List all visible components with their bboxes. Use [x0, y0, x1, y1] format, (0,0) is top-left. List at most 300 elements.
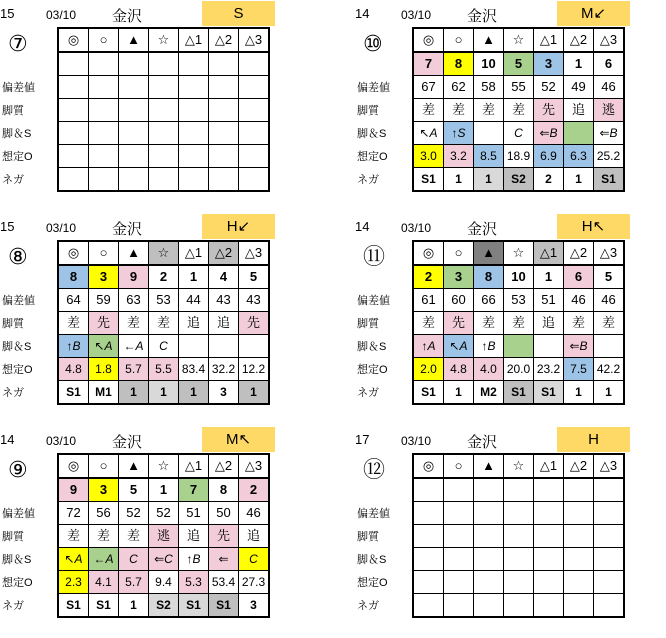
expected-odds-cell: 8.5	[474, 145, 504, 168]
running-style-cell	[179, 99, 209, 122]
deviation-cell: 50	[209, 502, 239, 525]
negative-cell: 1	[594, 381, 625, 405]
expected-odds-cell	[149, 145, 179, 168]
leg-speed-cell	[209, 122, 239, 145]
row-label: 想定O	[357, 151, 388, 163]
expected-odds-cell: 32.2	[209, 358, 239, 381]
expected-odds-cell	[179, 145, 209, 168]
row-label: 偏差値	[357, 82, 390, 94]
running-style-cell: 先	[239, 312, 270, 335]
horse-number-cell: 4	[209, 265, 239, 289]
grid-row-horses	[58, 478, 269, 502]
leg-speed-cell	[239, 122, 270, 145]
expected-odds-cell: 4.1	[89, 571, 119, 594]
running-style-cell: 追	[179, 525, 209, 548]
venue-name: 金沢	[112, 434, 143, 451]
expected-odds-cell	[58, 145, 89, 168]
horse-number-cell: 3	[444, 265, 474, 289]
negative-cell	[413, 594, 444, 618]
running-style-cell	[89, 99, 119, 122]
deviation-cell	[149, 76, 179, 99]
row-label: 偏差値	[357, 508, 390, 520]
deviation-cell	[209, 76, 239, 99]
expected-odds-cell: 6.9	[534, 145, 564, 168]
leg-speed-cell: ↑B	[179, 548, 209, 571]
row-label: 脚＆S	[2, 128, 32, 140]
prediction-grid	[57, 240, 270, 405]
running-style-cell: 差	[413, 99, 444, 122]
expected-odds-cell: 2.0	[413, 358, 444, 381]
horse-number-cell: 10	[474, 52, 504, 76]
row-label: ネガ	[357, 600, 379, 612]
race-number: ⑩	[363, 31, 383, 56]
running-style-cell: 差	[58, 525, 89, 548]
leg-speed-cell	[58, 122, 89, 145]
grid-row-dev	[413, 76, 624, 99]
deviation-cell	[179, 76, 209, 99]
mark-cell: △1	[534, 241, 564, 265]
expected-odds-cell: 4.8	[58, 358, 89, 381]
leg-speed-cell: ⇐B	[564, 335, 594, 358]
mark-cell: △3	[239, 454, 270, 478]
mark-cell: ○	[444, 454, 474, 478]
leg-speed-cell	[179, 335, 209, 358]
leg-speed-cell	[564, 548, 594, 571]
horse-number-cell	[594, 478, 625, 502]
negative-cell	[89, 168, 119, 192]
deviation-cell: 46	[564, 289, 594, 312]
race-date: 03/10	[401, 8, 432, 22]
leg-speed-cell: C	[119, 548, 149, 571]
grid-row-odds	[413, 358, 624, 381]
expected-odds-cell	[239, 145, 270, 168]
deviation-cell	[534, 502, 564, 525]
horse-number-cell: 8	[209, 478, 239, 502]
negative-cell	[594, 594, 625, 618]
negative-cell: 2	[534, 168, 564, 192]
grid-row-odds	[58, 145, 269, 168]
running-style-cell	[119, 99, 149, 122]
expected-odds-cell	[594, 571, 625, 594]
horse-number-cell: 5	[504, 52, 534, 76]
row-label: 脚質	[357, 531, 379, 543]
grid-row-neg	[413, 381, 624, 405]
leg-speed-cell: ←A	[89, 548, 119, 571]
running-style-cell	[474, 525, 504, 548]
grid-row-style	[58, 312, 269, 335]
expected-odds-cell	[474, 571, 504, 594]
horse-number-cell: 9	[119, 265, 149, 289]
mark-cell: △3	[594, 241, 625, 265]
negative-cell: 1	[474, 168, 504, 192]
deviation-cell: 46	[594, 289, 625, 312]
mark-cell: △1	[179, 28, 209, 52]
negative-cell: 1	[564, 381, 594, 405]
deviation-cell: 49	[564, 76, 594, 99]
mark-cell: ▲	[474, 454, 504, 478]
deviation-cell: 44	[179, 289, 209, 312]
horse-number-cell	[504, 478, 534, 502]
row-label: 想定O	[2, 151, 33, 163]
mark-cell: △2	[564, 28, 594, 52]
deviation-cell	[444, 502, 474, 525]
grid-row-odds	[413, 571, 624, 594]
grid-row-leg	[58, 122, 269, 145]
leg-speed-cell: ⇐B	[534, 122, 564, 145]
negative-cell: S1	[594, 168, 625, 192]
expected-odds-cell: 3.2	[444, 145, 474, 168]
venue-name: 金沢	[467, 434, 498, 451]
mark-cell: ☆	[504, 241, 534, 265]
horse-number-cell: 6	[594, 52, 625, 76]
running-style-cell: 先	[534, 99, 564, 122]
leg-speed-cell	[209, 335, 239, 358]
runner-count: 15	[0, 6, 15, 21]
mark-cell: △2	[209, 454, 239, 478]
grid-row-style	[413, 99, 624, 122]
horse-number-cell: 2	[149, 265, 179, 289]
mark-cell: ○	[89, 28, 119, 52]
grid-row-marks	[58, 28, 269, 52]
horse-number-cell	[444, 478, 474, 502]
running-style-cell: 先	[89, 312, 119, 335]
horse-number-cell: 5	[239, 265, 270, 289]
race-date: 03/10	[46, 221, 77, 235]
grid-row-odds	[58, 358, 269, 381]
row-label: ネガ	[357, 174, 379, 186]
row-label: 脚質	[2, 105, 24, 117]
mark-cell: ◎	[58, 241, 89, 265]
row-label: 脚＆S	[357, 554, 387, 566]
running-style-cell: 差	[58, 312, 89, 335]
running-style-cell: 差	[504, 312, 534, 335]
prediction-grid	[412, 240, 625, 405]
mark-cell: △2	[209, 241, 239, 265]
mark-cell: ◎	[58, 454, 89, 478]
mark-cell: △2	[564, 454, 594, 478]
running-style-cell: 先	[209, 525, 239, 548]
leg-speed-cell: ↑A	[413, 335, 444, 358]
horse-number-cell	[239, 52, 270, 76]
expected-odds-cell: 7.5	[564, 358, 594, 381]
leg-speed-cell	[534, 335, 564, 358]
running-style-cell: 差	[444, 99, 474, 122]
horse-number-cell	[179, 52, 209, 76]
grid-row-style	[413, 312, 624, 335]
row-label: 想定O	[2, 364, 33, 376]
deviation-cell: 67	[413, 76, 444, 99]
expected-odds-cell: 9.4	[149, 571, 179, 594]
horse-number-cell: 2	[413, 265, 444, 289]
grid-row-style	[413, 525, 624, 548]
leg-speed-cell	[504, 548, 534, 571]
deviation-cell: 62	[444, 76, 474, 99]
deviation-cell: 53	[149, 289, 179, 312]
deviation-cell	[119, 76, 149, 99]
grid-row-dev	[58, 289, 269, 312]
horse-number-cell	[149, 52, 179, 76]
leg-speed-cell	[504, 335, 534, 358]
negative-cell	[504, 594, 534, 618]
running-style-cell: 差	[474, 312, 504, 335]
grid-row-marks	[58, 454, 269, 478]
expected-odds-cell: 3.0	[413, 145, 444, 168]
deviation-cell: 46	[239, 502, 270, 525]
horse-number-cell: 7	[179, 478, 209, 502]
negative-cell	[209, 168, 239, 192]
grid-row-neg	[58, 594, 269, 618]
race-date: 03/10	[46, 434, 77, 448]
row-label: ネガ	[357, 387, 379, 399]
leg-speed-cell: ⇐	[209, 548, 239, 571]
horse-number-cell: 5	[119, 478, 149, 502]
negative-cell: S1	[534, 381, 564, 405]
negative-cell: S1	[58, 381, 89, 405]
negative-cell	[564, 594, 594, 618]
mark-cell: △2	[564, 241, 594, 265]
leg-speed-cell	[239, 335, 270, 358]
horse-number-cell: 1	[179, 265, 209, 289]
race-panel-p10	[355, 0, 655, 186]
grid-row-dev	[58, 76, 269, 99]
mark-cell: ◎	[413, 28, 444, 52]
deviation-cell: 51	[179, 502, 209, 525]
pace-grade: H↖	[557, 214, 630, 239]
grid-row-marks	[58, 241, 269, 265]
expected-odds-cell: 5.7	[119, 358, 149, 381]
negative-cell	[534, 594, 564, 618]
row-label: 想定O	[357, 577, 388, 589]
deviation-cell	[594, 502, 625, 525]
deviation-cell: 66	[474, 289, 504, 312]
negative-cell: 3	[209, 381, 239, 405]
race-panel-p11	[355, 213, 655, 399]
race-number: ⑨	[8, 457, 28, 482]
deviation-cell: 58	[474, 76, 504, 99]
deviation-cell: 55	[504, 76, 534, 99]
deviation-cell: 43	[209, 289, 239, 312]
running-style-cell: 差	[119, 525, 149, 548]
grid-row-neg	[413, 168, 624, 192]
leg-speed-cell	[474, 548, 504, 571]
expected-odds-cell: 53.4	[209, 571, 239, 594]
negative-cell	[179, 168, 209, 192]
race-panel-p9	[0, 426, 300, 612]
row-label: 偏差値	[357, 295, 390, 307]
deviation-cell: 59	[89, 289, 119, 312]
mark-cell: ▲	[119, 28, 149, 52]
negative-cell	[149, 168, 179, 192]
deviation-cell	[564, 502, 594, 525]
negative-cell: S1	[413, 381, 444, 405]
deviation-cell: 51	[534, 289, 564, 312]
deviation-cell	[504, 502, 534, 525]
deviation-cell: 43	[239, 289, 270, 312]
leg-speed-cell: C	[504, 122, 534, 145]
running-style-cell	[149, 99, 179, 122]
row-label: 想定O	[2, 577, 33, 589]
mark-cell: △1	[179, 241, 209, 265]
running-style-cell: 追	[534, 312, 564, 335]
leg-speed-cell	[594, 548, 625, 571]
race-number: ⑪	[363, 244, 386, 269]
leg-speed-cell: C	[149, 335, 179, 358]
leg-speed-cell: C	[239, 548, 270, 571]
negative-cell: S2	[504, 168, 534, 192]
expected-odds-cell: 27.3	[239, 571, 270, 594]
race-number: ⑫	[363, 457, 386, 482]
deviation-cell: 52	[534, 76, 564, 99]
expected-odds-cell	[564, 571, 594, 594]
negative-cell: M1	[89, 381, 119, 405]
runner-count: 14	[355, 6, 370, 21]
pace-grade: H↙	[202, 214, 275, 239]
expected-odds-cell: 25.2	[594, 145, 625, 168]
row-label: 脚質	[2, 318, 24, 330]
negative-cell: 1	[444, 381, 474, 405]
horse-number-cell: 10	[504, 265, 534, 289]
running-style-cell	[594, 525, 625, 548]
deviation-cell: 63	[119, 289, 149, 312]
venue-name: 金沢	[112, 8, 143, 25]
horse-number-cell	[564, 478, 594, 502]
negative-cell: 1	[239, 381, 270, 405]
mark-cell: △1	[179, 454, 209, 478]
grid-row-horses	[58, 265, 269, 289]
horse-number-cell: 5	[594, 265, 625, 289]
expected-odds-cell	[534, 571, 564, 594]
leg-speed-cell: ↑B	[474, 335, 504, 358]
grid-row-neg	[58, 168, 269, 192]
race-panel-p7	[0, 0, 300, 186]
expected-odds-cell	[504, 571, 534, 594]
deviation-cell: 53	[504, 289, 534, 312]
row-label: 偏差値	[2, 295, 35, 307]
race-header	[355, 426, 655, 453]
mark-cell: ▲	[474, 241, 504, 265]
negative-cell: S1	[413, 168, 444, 192]
running-style-cell: 差	[594, 312, 625, 335]
grid-row-neg	[58, 381, 269, 405]
leg-speed-cell	[474, 122, 504, 145]
running-style-cell	[444, 525, 474, 548]
row-label: ネガ	[2, 387, 24, 399]
mark-cell: △3	[594, 28, 625, 52]
expected-odds-cell: 4.0	[474, 358, 504, 381]
row-label: 脚質	[357, 318, 379, 330]
horse-number-cell: 2	[239, 478, 270, 502]
running-style-cell: 差	[504, 99, 534, 122]
negative-cell: S1	[89, 594, 119, 618]
mark-cell: ▲	[474, 28, 504, 52]
grid-row-leg	[413, 122, 624, 145]
negative-cell: 1	[119, 594, 149, 618]
leg-speed-cell	[413, 548, 444, 571]
venue-name: 金沢	[467, 8, 498, 25]
grid-row-odds	[58, 571, 269, 594]
running-style-cell	[58, 99, 89, 122]
pace-grade: M↙	[557, 1, 630, 26]
leg-speed-cell: ↖A	[58, 548, 89, 571]
pace-grade: H	[557, 427, 630, 452]
mark-cell: △1	[534, 454, 564, 478]
runner-count: 15	[0, 219, 15, 234]
expected-odds-cell: 6.3	[564, 145, 594, 168]
running-style-cell: 差	[149, 312, 179, 335]
leg-speed-cell	[149, 122, 179, 145]
running-style-cell: 追	[239, 525, 270, 548]
pace-grade: M↖	[202, 427, 275, 452]
negative-cell	[119, 168, 149, 192]
row-label: ネガ	[2, 600, 24, 612]
race-date: 03/10	[401, 434, 432, 448]
grid-row-style	[58, 99, 269, 122]
grid-row-style	[58, 525, 269, 548]
leg-speed-cell: ⇐B	[594, 122, 625, 145]
horse-number-cell: 1	[564, 52, 594, 76]
negative-cell: 1	[119, 381, 149, 405]
mark-cell: △1	[534, 28, 564, 52]
horse-number-cell: 8	[474, 265, 504, 289]
negative-cell: S2	[149, 594, 179, 618]
expected-odds-cell	[119, 145, 149, 168]
deviation-cell: 56	[89, 502, 119, 525]
negative-cell	[58, 168, 89, 192]
running-style-cell: 差	[119, 312, 149, 335]
running-style-cell: 追	[179, 312, 209, 335]
running-style-cell	[209, 99, 239, 122]
deviation-cell: 52	[119, 502, 149, 525]
running-style-cell	[504, 525, 534, 548]
leg-speed-cell	[89, 122, 119, 145]
expected-odds-cell: 2.3	[58, 571, 89, 594]
row-label: ネガ	[2, 174, 24, 186]
running-style-cell: 差	[474, 99, 504, 122]
leg-speed-cell	[534, 548, 564, 571]
mark-cell: △3	[239, 241, 270, 265]
leg-speed-cell: ⇐C	[149, 548, 179, 571]
horse-number-cell: 8	[58, 265, 89, 289]
horse-number-cell: 1	[149, 478, 179, 502]
grid-row-horses	[413, 478, 624, 502]
deviation-cell	[58, 76, 89, 99]
venue-name: 金沢	[467, 221, 498, 238]
deviation-cell: 60	[444, 289, 474, 312]
expected-odds-cell: 5.3	[179, 571, 209, 594]
deviation-cell: 72	[58, 502, 89, 525]
mark-cell: ○	[89, 241, 119, 265]
expected-odds-cell: 23.2	[534, 358, 564, 381]
race-number: ⑧	[8, 244, 28, 269]
grid-row-marks	[413, 28, 624, 52]
negative-cell	[239, 168, 270, 192]
row-label: 脚＆S	[357, 341, 387, 353]
expected-odds-cell: 5.7	[119, 571, 149, 594]
running-style-cell: 差	[413, 312, 444, 335]
horse-number-cell	[58, 52, 89, 76]
expected-odds-cell	[413, 571, 444, 594]
race-number: ⑦	[8, 31, 28, 56]
leg-speed-cell: ↖A	[444, 335, 474, 358]
grid-row-odds	[413, 145, 624, 168]
leg-speed-cell: ↑S	[444, 122, 474, 145]
horse-number-cell	[474, 478, 504, 502]
deviation-cell: 61	[413, 289, 444, 312]
horse-number-cell: 9	[58, 478, 89, 502]
running-style-cell: 追	[209, 312, 239, 335]
prediction-grid	[57, 27, 270, 192]
row-label: 脚質	[2, 531, 24, 543]
